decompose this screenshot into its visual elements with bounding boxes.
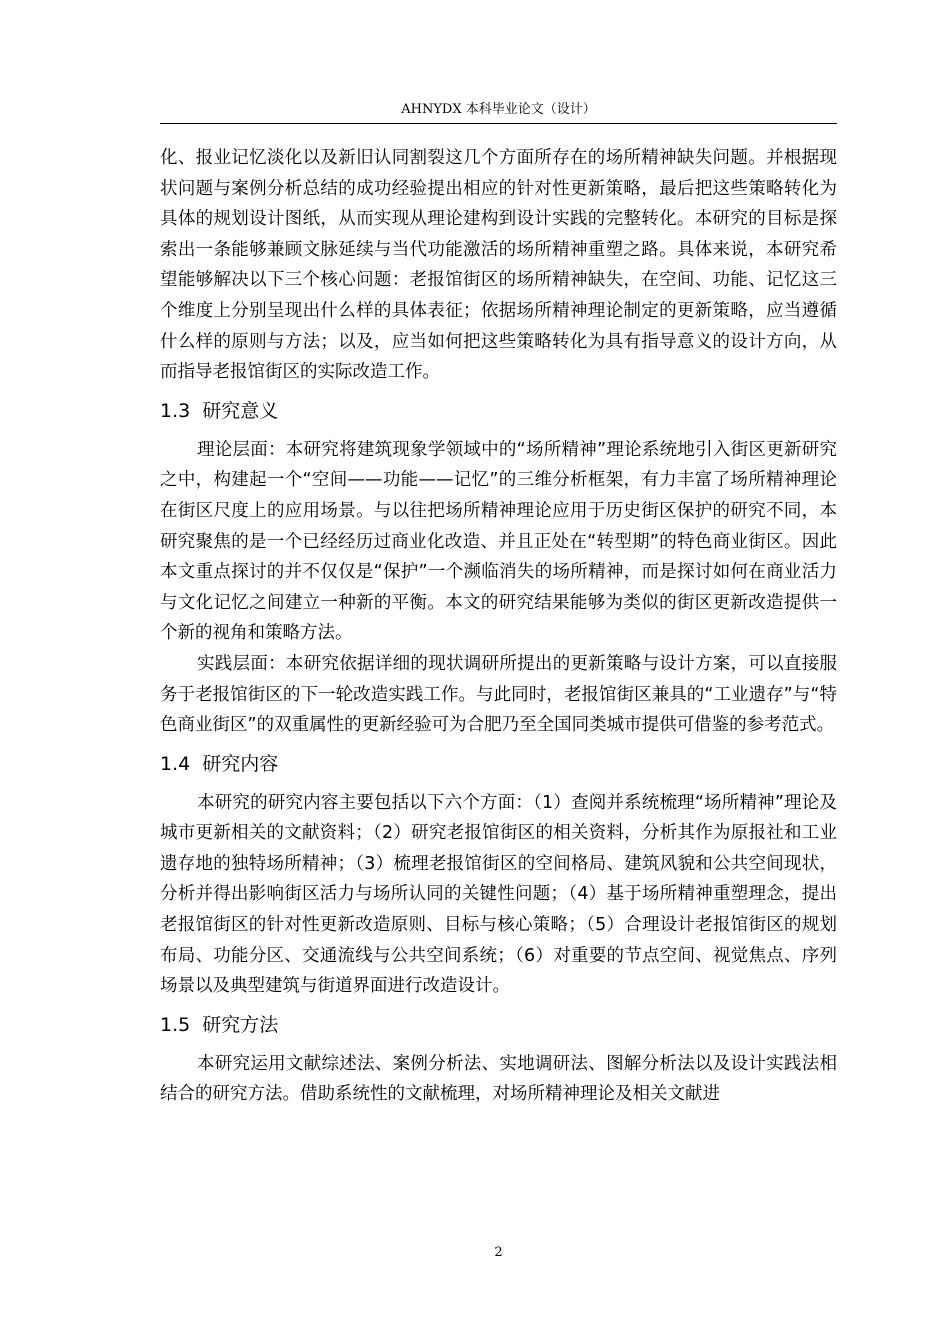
body-paragraph: 本研究的研究内容主要包括以下六个方面：（1）查阅并系统梳理“场所精神”理论及城市更新相关的文献资料；（2）研究老报馆街区的相关资料，分析其作为原报社和工业遗存地的独特场所精神；（3）梳理老报馆街区的空间格局、建筑风貌和公共空间现状，分析并得出影响街区活力与场所认同的关键性问题；（4）基于场所精神重塑理念，提出老报馆街区的针对性更新改造原则、目标与核心策略；（5）合理设计老报馆街区的规划布局、功能分区、交通流线与公共空间系统；（6）对重要的节点空间、视觉焦点、序列场景以及典型建筑与街道界面进行改造设计。: [160, 792, 837, 997]
section-title: 研究意义: [202, 399, 279, 422]
section-number: 1.4: [160, 752, 191, 775]
page-body: [160, 143, 837, 1110]
section-number: 1.5: [160, 1013, 191, 1036]
body-paragraph: 理论层面：本研究将建筑现象学领域中的“场所精神”理论系统地引入街区更新研究之中，构建起一个“空间——功能——记忆”的三维分析框架，有力丰富了场所精神理论在街区尺度上的应用场景。与以往把场所精神理论应用于历史街区保护的研究不同，本研究聚焦的是一个已经经历过商业化改造、并且正处在“转型期”的特色商业街区。因此本文重点探讨的并不仅仅是“保护”一个濒临消失的场所精神，而是探讨如何在商业活力与文化记忆之间建立一种新的平衡。本文的研究结果能够为类似的街区更新改造提供一个新的视角和策略方法。: [160, 439, 837, 644]
running-header: AHNYDX 本科毕业论文（设计）: [401, 102, 596, 117]
section-heading-1-3: [160, 395, 837, 427]
section-heading-1-5: [160, 1009, 837, 1041]
body-paragraph: 实践层面：本研究依据详细的现状调研所提出的更新策略与设计方案，可以直接服务于老报馆街区的下一轮改造实践工作。与此同时，老报馆街区兼具的“工业遗存”与“特色商业街区”的双重属性的更新经验可为合肥乃至全国同类城市提供可借鉴的参考范式。: [160, 653, 837, 736]
section-title: 研究方法: [202, 1013, 279, 1036]
section-title: 研究内容: [202, 752, 279, 775]
page-number: 2: [494, 1245, 503, 1260]
section-heading-1-4: [160, 748, 837, 780]
section-number: 1.3: [160, 399, 191, 422]
body-paragraph: 本研究运用文献综述法、案例分析法、实地调研法、图解分析法以及设计实践法相结合的研究方法。借助系统性的文献梳理，对场所精神理论及相关文献进: [160, 1053, 837, 1105]
body-paragraph: 化、报业记忆淡化以及新旧认同割裂这几个方面所存在的场所精神缺失问题。并根据现状问题与案例分析总结的成功经验提出相应的针对性更新策略，最后把这些策略转化为具体的规划设计图纸，从而实现从理论建构到设计实践的完整转化。本研究的目标是探索出一条能够兼顾文脉延续与当代功能激活的场所精神重塑之路。具体来说，本研究希望能够解决以下三个核心问题：老报馆街区的场所精神缺失，在空间、功能、记忆这三个维度上分别呈现出什么样的具体表征；依据场所精神理论制定的更新策略，应当遵循什么样的原则与方法；以及，应当如何把这些策略转化为具有指导意义的设计方向，从而指导老报馆街区的实际改造工作。: [160, 148, 837, 383]
header-rule: [160, 123, 837, 124]
